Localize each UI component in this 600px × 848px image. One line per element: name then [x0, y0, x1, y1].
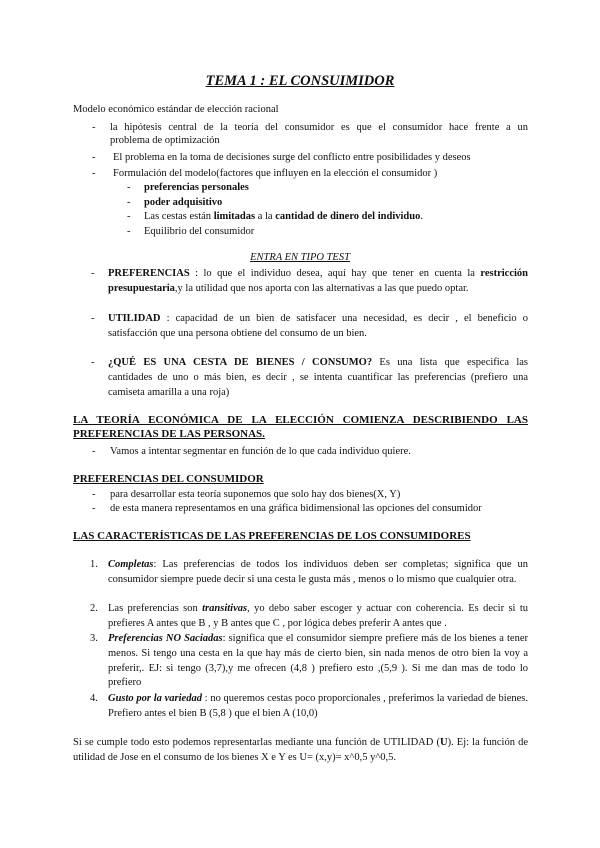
util-line-2: satisfacción que una persona obtiene del consumo de un bien. — [108, 328, 367, 339]
intro-item-1-line-2: problema de optimización — [110, 135, 220, 146]
dash-bullet: - — [92, 168, 96, 179]
dash-bullet: - — [127, 211, 131, 222]
factor-equilibrio: Equilibrio del consumidor — [144, 226, 255, 237]
caract-item-transitivas: Las preferencias son transitivas, yo debo saber escoger y actuar con coherencia. Es decir si tu prefieres A antes que B , y B antes que C , por lógica debes preferir A antes que . — [108, 603, 528, 629]
caract-heading: LAS CARACTERÍSTICAS DE LAS PREFERENCIAS DE LOS CONSUMIDORES — [73, 530, 471, 542]
pref-line-1: PREFERENCIAS : lo que el individuo desea, aquí hay que tener en cuenta la restricción — [108, 268, 528, 279]
factor-poder: poder adquisitivo — [144, 197, 223, 208]
factor-cestas: Las cestas están limitadas a la cantidad de dinero del individuo. — [144, 211, 423, 222]
intro-line: Modelo económico estándar de elección racional — [73, 104, 279, 115]
intro-item-2: El problema en la toma de decisiones surge del conflicto entre posibilidades y deseos — [113, 152, 471, 163]
pref-cons-heading: PREFERENCIAS DEL CONSUMIDOR — [73, 473, 264, 485]
caract-item-variedad: Gusto por la variedad : no queremos cestas poco proporcionales , preferimos la variedad de bienes. Prefiero antes el bien B (5,8 ) que el bien A (10,0) — [108, 693, 528, 719]
cesta-line-1: ¿QUÉ ES UNA CESTA DE BIENES / CONSUMO? Es una lista que especifica las — [108, 357, 528, 368]
dash-bullet: - — [91, 313, 95, 324]
pref-line-2: presupuestaria,y la utilidad que nos aporta con las alternativas a las que puedo optar. — [108, 283, 469, 294]
item-number: 1. — [90, 559, 98, 570]
pref-cons-item-1: para desarrollar esta teoría suponemos que solo hay dos bienes(X, Y) — [110, 489, 401, 500]
caract-item-no-saciadas: Preferencias NO Saciadas: significa que el consumidor siempre prefiere más de los bienes a tener menos. Si tengo una cesta en la que hay más de cierto bien, sin nada menos de otro bien la voy a preferir,. EJ: si tengo (3,7),y me ofrecen (4,8 ) prefiero esto ,(5,9 ). Si me dan mas de todo lo prefiero — [108, 633, 528, 689]
dash-bullet: - — [91, 357, 95, 368]
pref-cons-item-2: de esta manera representamos en una gráfica bidimensional las opciones del consumidor — [110, 503, 482, 514]
teoria-heading-2: PREFERENCIAS DE LAS PERSONAS. — [73, 428, 265, 440]
teoria-heading-1: LA TEORÍA ECONÓMICA DE LA ELECCIÓN COMIENZA DESCRIBIENDO LAS — [73, 414, 528, 426]
dash-bullet: - — [91, 268, 95, 279]
dash-bullet: - — [92, 446, 96, 457]
cesta-line-2: cantidades de uno o más bien, es decir , se intenta cuantificar las preferencias (prefiero una — [108, 372, 528, 383]
item-number: 2. — [90, 603, 98, 614]
dash-bullet: - — [92, 503, 96, 514]
item-number: 3. — [90, 633, 98, 644]
util-line-1: UTILIDAD : capacidad de un bien de satisfacer una necesidad, es decir , el beneficio o — [108, 313, 528, 324]
caract-item-completas: Completas: Las preferencias de todos los individuos deben ser completas; significa que un consumidor siempre puede decir si una cesta le gusta más , menos o lo mismo que cualquier otra. — [108, 559, 528, 585]
dash-bullet: - — [127, 182, 131, 193]
item-number: 4. — [90, 693, 98, 704]
test-heading: ENTRA EN TIPO TEST — [250, 252, 350, 263]
intro-item-3: Formulación del modelo(factores que influyen en la elección el consumidor ) — [113, 168, 438, 179]
dash-bullet: - — [92, 122, 96, 133]
intro-item-1-line-1: la hipótesis central de la teoría del consumidor es que el consumidor hace frente a un — [110, 122, 528, 133]
closing-paragraph: Si se cumple todo esto podemos representarlas mediante una función de UTILIDAD (U). Ej: la función de utilidad de Jose en el consumo de los bienes X e Y es U= (x,y)= x^0,5 y^0,5. — [73, 737, 528, 763]
dash-bullet: - — [92, 152, 96, 163]
cesta-line-3: camiseta amarilla a una roja) — [108, 387, 230, 398]
dash-bullet: - — [127, 197, 131, 208]
page-title: TEMA 1 : EL CONSUIMIDOR — [205, 73, 395, 89]
dash-bullet: - — [127, 226, 131, 237]
factor-preferencias: preferencias personales — [144, 182, 249, 193]
dash-bullet: - — [92, 489, 96, 500]
teoria-item: Vamos a intentar segmentar en función de lo que cada individuo quiere. — [110, 446, 411, 457]
